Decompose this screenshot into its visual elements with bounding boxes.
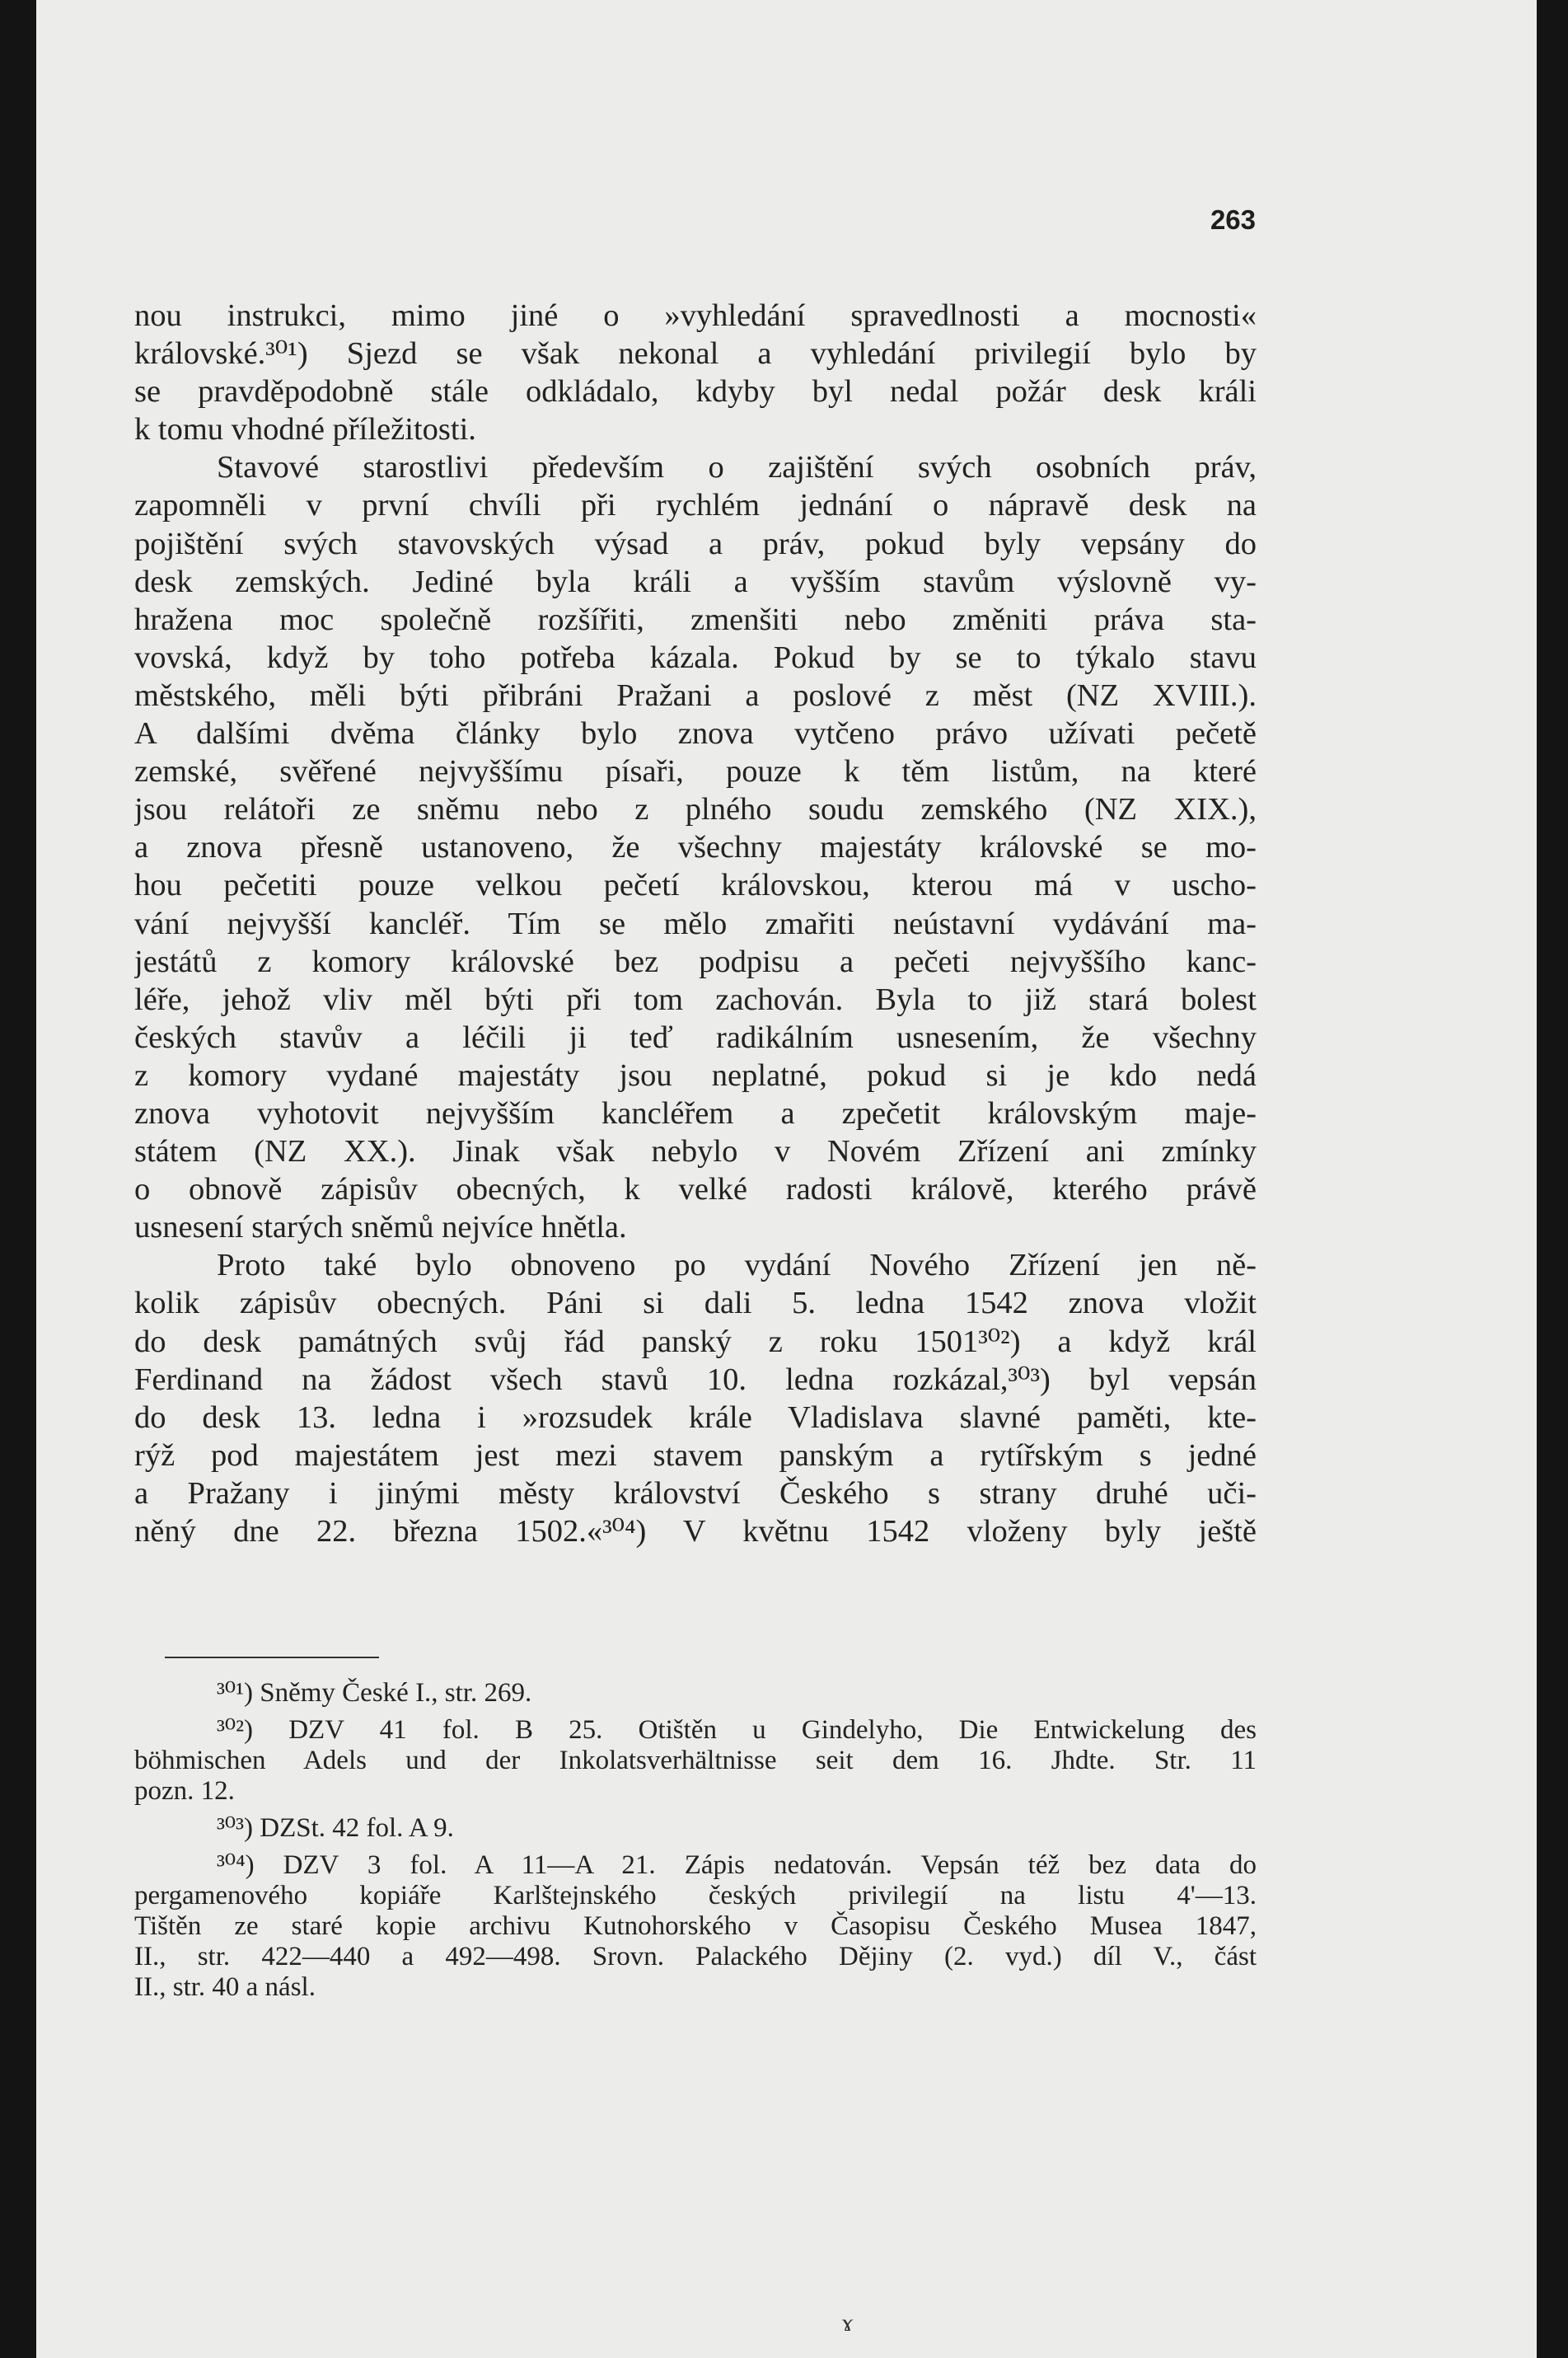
footnote-line: ³⁰⁴) DZV 3 fol. A 11—A 21. Zápis nedatován. Vepsán též bez data do [217, 1850, 1257, 1880]
page-number: 263 [1210, 204, 1256, 235]
footnotes [134, 1678, 1257, 2009]
text-line: hražena moc společně rozšířiti, zmenšiti nebo změniti práva sta- [134, 602, 1257, 637]
text-line: rýž pod majestátem jest mezi stavem panským a rytířským s jedné [134, 1437, 1257, 1473]
footnote-line: ³⁰¹) Sněmy České I., str. 269. [217, 1678, 532, 1708]
footnote-line: pozn. 12. [134, 1776, 235, 1806]
footnote [134, 1678, 1257, 1709]
text-line: Ferdinand na žádost všech stavů 10. ledna rozkázal,³⁰³) byl vepsán [134, 1362, 1257, 1397]
text-line: do desk památných svůj řád panský z roku 1501³⁰²) a když král [134, 1324, 1257, 1359]
text-line: léře, jehož vliv měl býti při tom zachován. Byla to již stará bolest [134, 982, 1257, 1017]
footnote-line: II., str. 40 a násl. [134, 1972, 316, 2002]
text-line: o obnově zápisův obecných, k velké radosti královĕ, kterého právě [134, 1172, 1257, 1207]
text-line: se pravděpodobně stále odkládalo, kdyby byl nedal požár desk králi [134, 374, 1257, 410]
main-text [134, 297, 1257, 1550]
text-line: usnesení starých sněmů nejvíce hnětla. [134, 1210, 627, 1245]
text-line: kolik zápisův obecných. Páni si dali 5. ledna 1542 znova vložit [134, 1286, 1257, 1321]
footnote-separator [165, 1657, 379, 1658]
text-line: z komory vydané majestáty jsou neplatné, pokud si je kdo nedá [134, 1057, 1257, 1093]
text-line: jestátů z komory královské bez podpisu a pečeti nejvyššího kanc- [134, 944, 1257, 979]
text-line: hou pečetiti pouze velkou pečetí královskou, kterou má v uscho- [134, 868, 1257, 903]
footnote [134, 1850, 1257, 2003]
text-line: Stavové starostlivi především o zajištění svých osobních práv, [217, 450, 1257, 485]
paragraph [134, 448, 1257, 1246]
footnote-line: böhmischen Adels und der Inkolatsverhältnisse seit dem 16. Jhdte. Str. 11 [134, 1746, 1257, 1775]
text-line: českých stavův a léčili ji teď radikálním usnesením, že všechny [134, 1020, 1257, 1055]
text-line: A dalšími dvěma články bylo znova vytčeno právo užívati pečetě [134, 716, 1257, 752]
footnote-line: Tištěn ze staré kopie archivu Kutnohorského v Časopisu Českého Musea 1847, [134, 1911, 1257, 1941]
text-line: a Pražany i jinými městy království Českého s strany druhé uči- [134, 1475, 1257, 1511]
paragraph [134, 1246, 1257, 1550]
text-line: vovská, když by toho potřeba kázala. Pokud by se to týkalo stavu [134, 640, 1257, 675]
text-line: znova vyhotovit nejvyšším kancléřem a zpečetit královským maje- [134, 1095, 1257, 1131]
footnote-line: pergamenového kopiáře Karlštejnského českých privilegií na listu 4'—13. [134, 1881, 1257, 1910]
footnote [134, 1813, 1257, 1844]
text-line: jsou relátoři ze sněmu nebo z plného soudu zemského (NZ XIX.), [134, 792, 1257, 827]
footnote-line: ³⁰²) DZV 41 fol. B 25. Otištěn u Gindelyho, Die Entwickelung des [217, 1715, 1257, 1745]
text-line: městského, měli býti přibráni Pražani a poslové z měst (NZ XVIII.). [134, 677, 1257, 713]
footnote-line: ³⁰³) DZSt. 42 fol. A 9. [217, 1813, 454, 1843]
text-line: něný dne 22. března 1502.«³⁰⁴) V květnu 1542 vloženy byly ještě [134, 1514, 1257, 1549]
text-line: zemské, svěřené nejvyššímu písaři, pouze k těm listům, na které [134, 754, 1257, 790]
scan-right-border [1537, 0, 1568, 2358]
footer-mark: ɤ [842, 2309, 854, 2337]
paragraph [134, 297, 1257, 448]
text-line: zapomněli v první chvíli při rychlém jednání o nápravě desk na [134, 488, 1257, 523]
text-line: a znova přesně ustanoveno, že všechny majestáty královské se mo- [134, 830, 1257, 865]
text-line: desk zemských. Jediné byla králi a vyšším stavům výslovně vy- [134, 564, 1257, 599]
scan-left-border [0, 0, 36, 2358]
text-line: vání nejvyšší kancléř. Tím se mělo zmařiti neústavní vydávání ma- [134, 906, 1257, 941]
text-line: státem (NZ XX.). Jinak však nebylo v Novém Zřízení ani zmínky [134, 1134, 1257, 1170]
text-line: pojištění svých stavovských výsad a práv, pokud byly vepsány do [134, 526, 1257, 561]
text-line: do desk 13. ledna i »rozsudek krále Vladislava slavné paměti, kte- [134, 1399, 1257, 1435]
text-line: Proto také bylo obnoveno po vydání Nového Zřízení jen ně- [217, 1248, 1257, 1283]
text-line: nou instrukci, mimo jiné o »vyhledání spravedlnosti a mocnosti« [134, 298, 1257, 333]
footnote-line: II., str. 422—440 a 492—498. Srovn. Palackého Dějiny (2. vyd.) díl V., část [134, 1942, 1257, 1971]
footnote [134, 1715, 1257, 1807]
text-line: k tomu vhodné příležitosti. [134, 412, 476, 448]
text-line: královské.³⁰¹) Sjezd se však nekonal a vyhledání privilegií bylo by [134, 336, 1257, 372]
